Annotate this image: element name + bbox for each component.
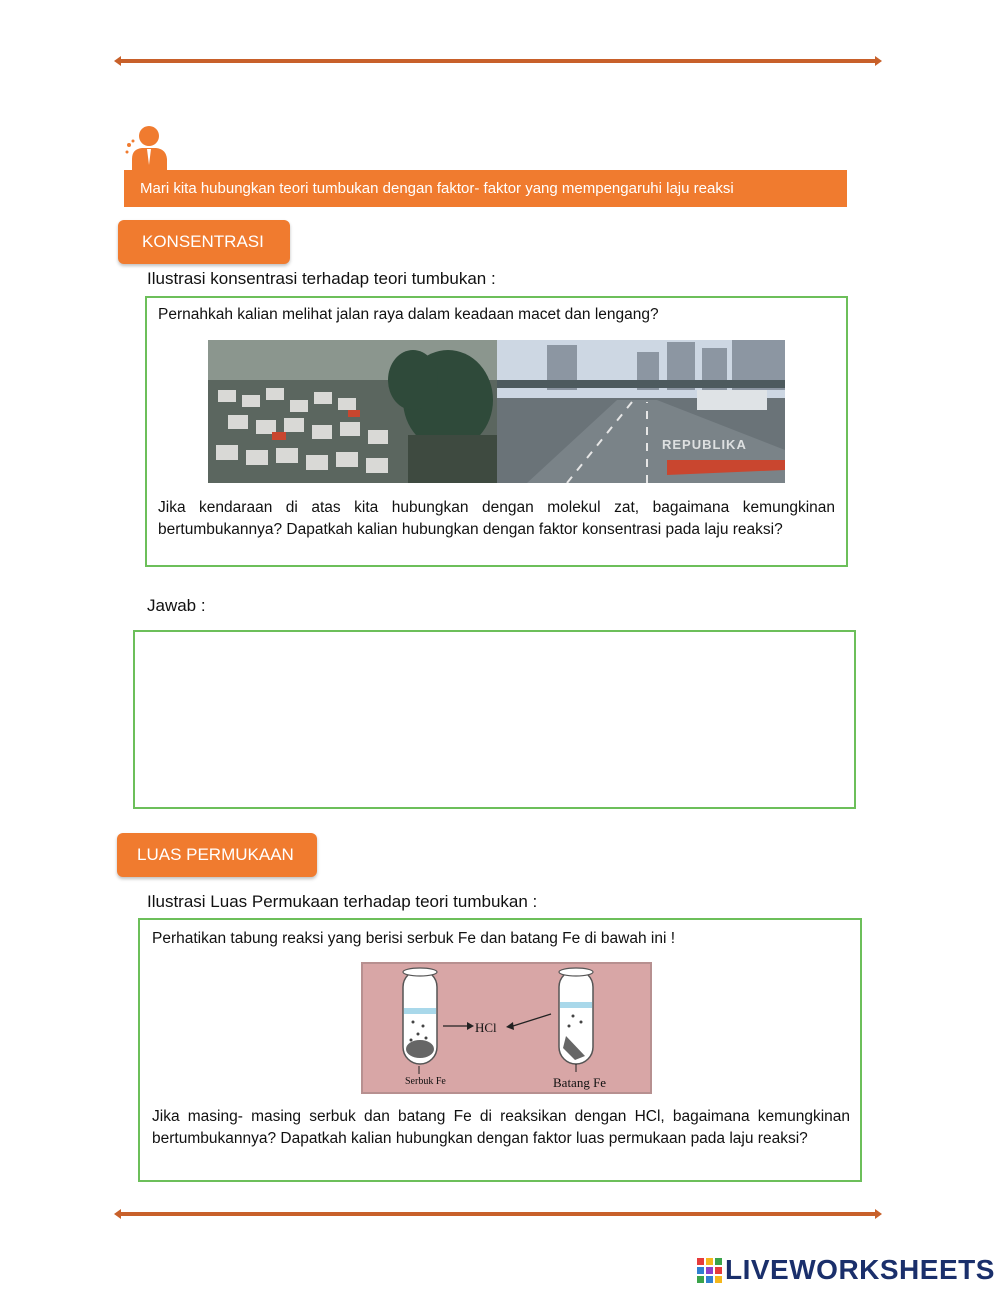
serbuk-fe-label: Serbuk Fe <box>405 1076 446 1087</box>
luas-permukaan-intro: Ilustrasi Luas Permukaan terhadap teori tumbukan : <box>147 892 538 911</box>
konsentrasi-answer-input[interactable] <box>133 630 856 809</box>
liveworksheets-logo-icon <box>697 1258 723 1284</box>
luas-permukaan-question-title: Perhatikan tabung reaksi yang berisi serbuk Fe dan batang Fe di bawah ini ! <box>152 930 676 947</box>
konsentrasi-answer-label: Jawab : <box>147 596 206 615</box>
liveworksheets-logo[interactable] <box>697 1254 997 1288</box>
batang-fe-label: Batang Fe <box>553 1075 607 1090</box>
teacher-icon <box>124 125 172 171</box>
konsentrasi-question-title: Pernahkah kalian melihat jalan raya dalam keadaan macet dan lengang? <box>158 306 659 323</box>
traffic-jam-photo <box>208 340 497 483</box>
luas-permukaan-tab-label: LUAS PERMUKAAN <box>137 845 294 864</box>
konsentrasi-question-box <box>145 296 848 567</box>
konsentrasi-tab-label: KONSENTRASI <box>142 232 264 251</box>
bottom-divider <box>120 1212 876 1216</box>
header-banner-text: Mari kita hubungkan teori tumbukan dengan faktor- faktor yang mempengaruhi laju <box>140 180 690 197</box>
empty-road-photo <box>497 340 785 483</box>
header-banner-text-end: reaksi <box>693 180 734 197</box>
top-divider <box>120 59 876 63</box>
liveworksheets-brand: LIVEWORKSHEETS <box>725 1254 995 1285</box>
hcl-label: HCl <box>475 1020 497 1035</box>
konsentrasi-tab <box>118 220 290 264</box>
photo-watermark: REPUBLIKA <box>662 437 747 452</box>
luas-permukaan-question-body: Jika masing- masing serbuk dan batang Fe di reaksikan dengan HCl, bagaimana kemungkinan bertumbukannya? Dapatkah kalian hubungkan dengan faktor luas permukaan pada laju reaksi? <box>152 1108 850 1147</box>
luas-permukaan-question-box <box>138 918 862 1182</box>
luas-permukaan-tab <box>117 833 317 877</box>
konsentrasi-intro: Ilustrasi konsentrasi terhadap teori tumbukan : <box>147 269 496 288</box>
konsentrasi-question-body: Jika kendaraan di atas kita hubungkan dengan molekul zat, bagaimana kemungkinan bertumbukannya? Dapatkah kalian hubungkan dengan faktor konsentrasi pada laju reaksi? <box>158 499 835 538</box>
header-banner <box>124 170 847 207</box>
reaction-tube-diagram <box>361 962 652 1094</box>
